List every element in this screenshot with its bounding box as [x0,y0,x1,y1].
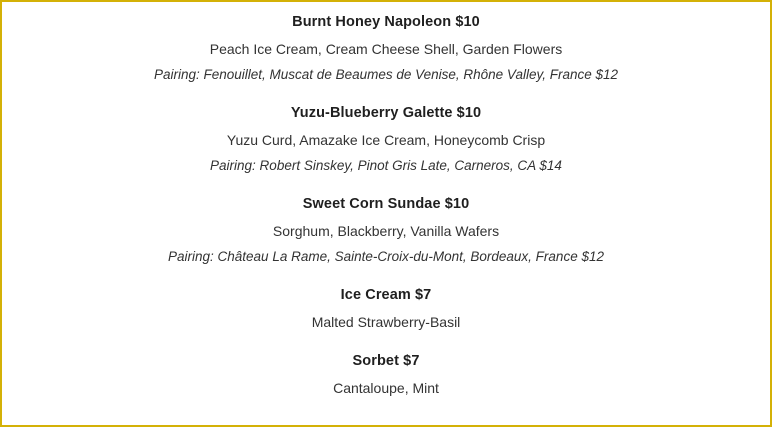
dish-name: Ice Cream $7 [340,287,432,303]
menu-item-section [22,194,750,267]
dish-pairing: Pairing: Château La Rame, Sainte-Croix-du-Mont, Bordeaux, France $12 [168,248,604,264]
menu-item-section [22,351,750,399]
dish-name: Burnt Honey Napoleon $10 [292,14,480,30]
dish-description: Sorghum, Blackberry, Vanilla Wafers [272,222,500,239]
dish-name: Sweet Corn Sundae $10 [302,196,470,212]
dish-name: Sorbet $7 [352,352,420,369]
dish-description: Peach Ice Cream, Cream Cheese Shell, Garden Flowers [209,40,563,57]
dish-description: Yuzu Curd, Amazake Ice Cream, Honeycomb Crisp [226,131,546,148]
dish-description: Cantaloupe, Mint [333,379,439,396]
dish-pairing: Pairing: Robert Sinskey, Pinot Gris Late, Carneros, CA $14 [210,157,562,173]
dish-name: Yuzu-Blueberry Galette $10 [290,105,482,121]
dish-pairing: Pairing: Fenouillet, Muscat de Beaumes de Venise, Rhône Valley, France $12 [153,66,618,82]
dish-description: Malted Strawberry-Basil [311,313,461,330]
menu-item-section [22,285,750,333]
menu-item-section [22,12,750,85]
menu-item-section [22,103,750,176]
